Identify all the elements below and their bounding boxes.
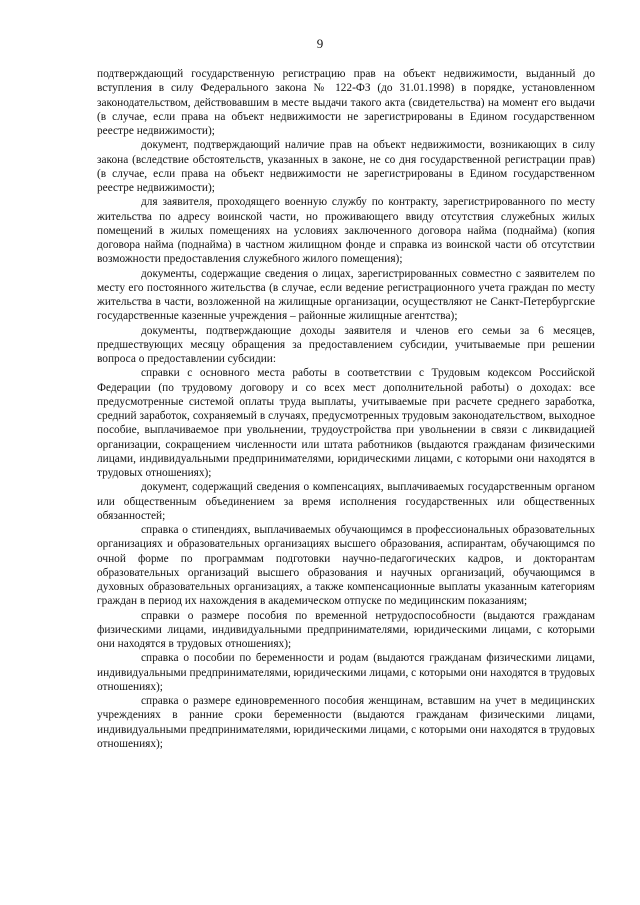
paragraph-sick-leave-certificate: справки о размере пособия по временной нетрудоспособности (выдаются гражданам физическими лицами, индивидуальными предпринимателями, юридическими лицами, с которыми они находятся в трудовых отношениях);: [97, 609, 595, 650]
paragraph-military-contract: для заявителя, проходящего военную службу по контракту, зарегистрированного по месту жительства по адресу воинской части, но проживающего ввиду отсутствия служебных жилых помещений в жилых помещениях на условиях заключенного договора найма (поднайма) (копия договора найма (поднайма) в частном жилищном фонде и справка из воинской части об отсутствии возможности предоставления служебного жилого помещения);: [97, 196, 595, 266]
paragraph-early-pregnancy-benefit: справка о размере единовременного пособия женщинам, вставшим на учет в медицинских учреждениях в ранние сроки беременности (выдаются гражданам физическими лицами, индивидуальными предпринимателями, юридическими лицами, с которыми они находятся в трудовых отношениях);: [97, 695, 595, 750]
paragraph-registration-certificate: подтверждающий государственную регистрацию прав на объект недвижимости, выданный до вступления в силу Федерального закона № 122-ФЗ (до 31.01.1998) в порядке, установленном законодательством, действовавшим в месте выдачи такого акта (свидетельства) на момент его выдачи (в случае, если права на объект недвижимости не зарегистрированы в Едином государственном реестре недвижимости);: [97, 68, 595, 137]
body-text: [97, 67, 595, 751]
paragraph-income-documents: документы, подтверждающие доходы заявителя и членов его семьи за 6 месяцев, предшествующих месяцу обращения за предоставлением субсидии, учитываемые при решении вопроса о предоставлении субсидии:: [97, 324, 595, 365]
paragraph-compensation-document: документ, содержащий сведения о компенсациях, выплачиваемых государственным органом или общественным объединением за время исполнения государственных или общественных обязанностей;: [97, 481, 595, 522]
paragraph-maternity-certificate: справка о пособии по беременности и родам (выдаются гражданам физическими лицами, индивидуальными предпринимателями, юридическими лицами, с которыми они находятся в трудовых отношениях);: [97, 652, 595, 693]
page-number: 9: [316, 36, 324, 51]
paragraph-stipend-certificate: справка о стипендиях, выплачиваемых обучающимся в профессиональных образовательных организациях и образовательных организациях высшего образования, аспирантам, обучающимся по очной форме по программам подготовки научно-педагогических кадров, и докторантам образовательных организаций высшего образования и научных организаций, обучающимся в духовных образовательных организациях, а также компенсационные выплаты указанным категориям граждан в период их нахождения в академическом отпуске по медицинским показаниям;: [97, 524, 595, 608]
paragraph-registered-persons: документы, содержащие сведения о лицах, зарегистрированных совместно с заявителем по месту его постоянного жительства (в случае, если ведение регистрационного учета граждан по месту жительства в части, возложенной на жилищные организации, осуществляют не Санкт-Петербургские государственные казенные учреждения – районные жилищные агентства);: [97, 267, 595, 323]
paragraph-rights-by-law: документ, подтверждающий наличие прав на объект недвижимости, возникающих в силу закона (вследствие обстоятельств, указанных в законе, не со дня государственной регистрации прав) (в случае, если права на объект недвижимости не зарегистрированы в Едином государственном реестре недвижимости);: [97, 139, 595, 194]
paragraph-employment-certificates: справки с основного места работы в соответствии с Трудовым кодексом Российской Федерации (по трудовому договору и со всех мест дополнительной работы) о доходах: все предусмотренные системой оплаты труда выплаты, учитываемые при расчете среднего заработка, средний заработок, сохраняемый в случаях, предусмотренных трудовым законодательством, выходное пособие, выплачиваемое при увольнении, трудоустройства при увольнении в связи с ликвидацией организации, сокращением численности или штата работников (выдаются гражданам физическими лицами, индивидуальными предпринимателями, юридическими лицами, с которыми они находятся в трудовых отношениях);: [97, 367, 595, 479]
